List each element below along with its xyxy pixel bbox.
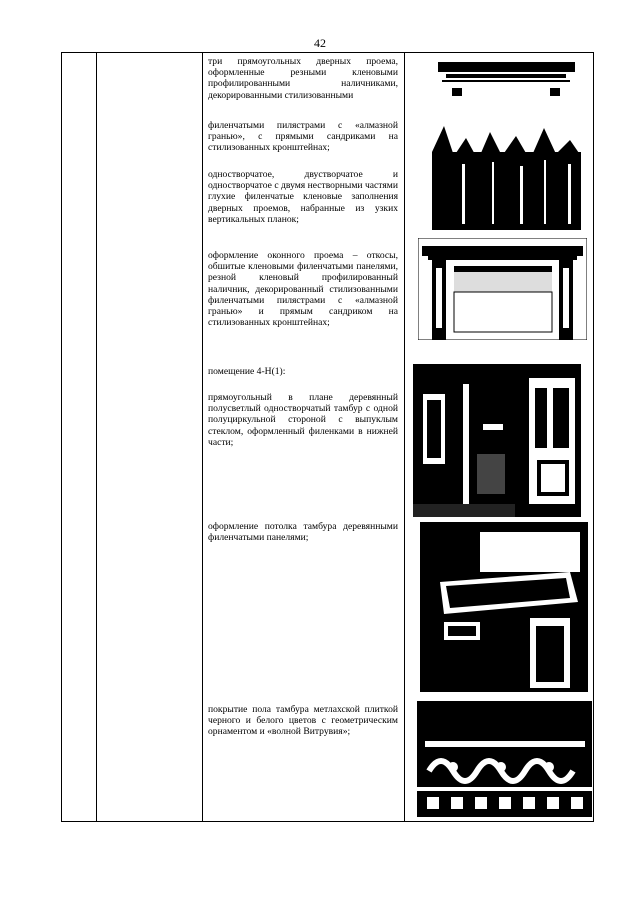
table-border-col1 [96, 52, 97, 822]
table-border-right [593, 52, 594, 822]
photo-window-opening [418, 238, 587, 340]
photo-vestibule-ceiling [420, 522, 588, 692]
photo-vestibule-left [413, 364, 515, 517]
paragraph-window-opening: оформление оконного проема – откосы, обшитые кленовыми филенчатыми панелями, резной кленовый профилированный наличник, декорированный стилизованными филенчатыми пилястрами с «алмазной гранью» и прямым сандриком на стилизованных кронштейнах; [208, 250, 398, 329]
table-border-col2 [202, 52, 203, 822]
paragraph-door-fillings: одностворчатое, двустворчатое и одностворчатое с двумя нестворными частями глухие филенчатые кленовые заполнения дверных проемов, набранные из узких вертикальных планок; [208, 169, 398, 225]
photo-door-portal [432, 56, 581, 230]
table-bottom-border [61, 821, 594, 822]
photo-vestibule-right [515, 364, 581, 517]
paragraph-vestibule-floor: покрытие пола тамбура метлахской плиткой черного и белого цветов с геометрическим орнаментом и «волной Витрувия»; [208, 704, 398, 738]
paragraph-vestibule-ceiling: оформление потолка тамбура деревянными филенчатыми панелями; [208, 521, 398, 544]
table-border-col3 [404, 52, 405, 822]
paragraph-room-heading: помещение 4-Н(1): [208, 366, 286, 377]
paragraph-pilasters: филенчатыми пилястрами с «алмазной гранью», с прямыми сандриками на стилизованных кронштейнах; [208, 120, 398, 154]
table-border-left [61, 52, 62, 822]
paragraph-vestibule: прямоугольный в плане деревянный полусветлый одностворчатый тамбур с одной полуциркульной стороной с выпуклым стеклом, оформленный филенками в нижней части; [208, 392, 398, 448]
page-number: 42 [314, 36, 326, 50]
photo-vestibule-floor [417, 701, 592, 817]
paragraph-door-openings: три прямоугольных дверных проема, оформленные резными кленовыми профилированными наличниками, декорированными стилизованными [208, 56, 398, 101]
table-top-border [61, 52, 594, 53]
